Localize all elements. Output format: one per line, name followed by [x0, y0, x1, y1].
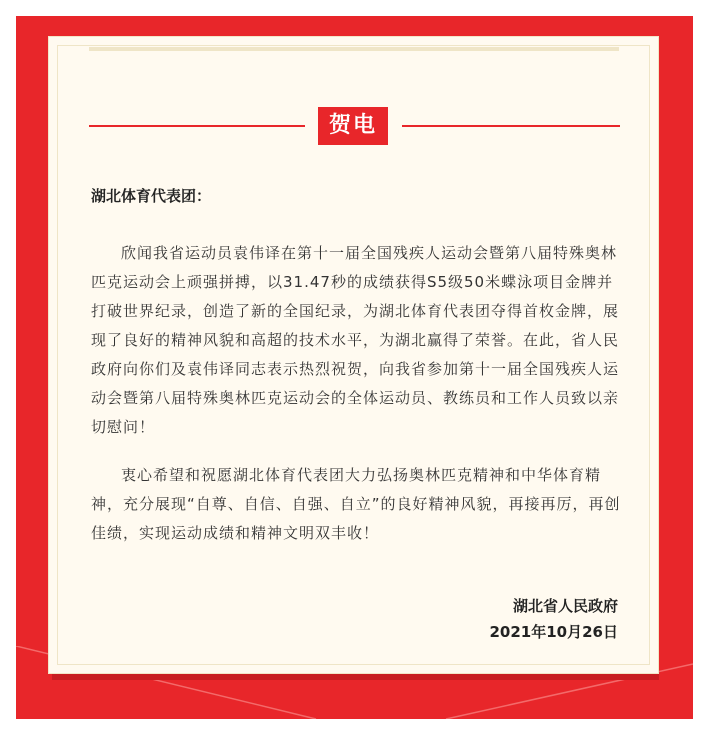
red-frame — [16, 16, 693, 719]
paragraph-1: 欣闻我省运动员袁伟译在第十一届全国残疾人运动会暨第八届特殊奥林匹克运动会上顽强拼搏，以31.47秒的成绩获得S5级50米蝶泳项目金牌并打破世界纪录，创造了新的全国纪录，为湖北体育代表团夺得首枚金牌，展现了良好的精神风貌和高超的技术水平，为湖北赢得了荣誉。在此，省人民政府向你们及袁伟译同志表示热烈祝贺，向我省参加第十一届全国残疾人运动会暨第八届特殊奥林匹克运动会的全体运动员、教练员和工作人员致以亲切慰问！ — [91, 244, 620, 436]
signature-date: 2021年10月26日 — [489, 623, 618, 641]
paragraph-2: 衷心希望和祝愿湖北体育代表团大力弘扬奥林匹克精神和中华体育精神，充分展现“自尊、自信、自强、自立”的良好精神风貌，再接再厉，再创佳绩，实现运动成绩和精神文明双丰收！ — [91, 466, 621, 542]
top-band — [89, 47, 619, 51]
page-title: 贺电 — [318, 107, 388, 145]
salutation: 湖北体育代表团： — [91, 187, 212, 205]
title-row — [89, 107, 620, 147]
signature-organization: 湖北省人民政府 — [512, 597, 618, 615]
title-line-left — [89, 125, 305, 127]
letter-paper — [48, 36, 659, 674]
title-line-right — [402, 125, 620, 127]
